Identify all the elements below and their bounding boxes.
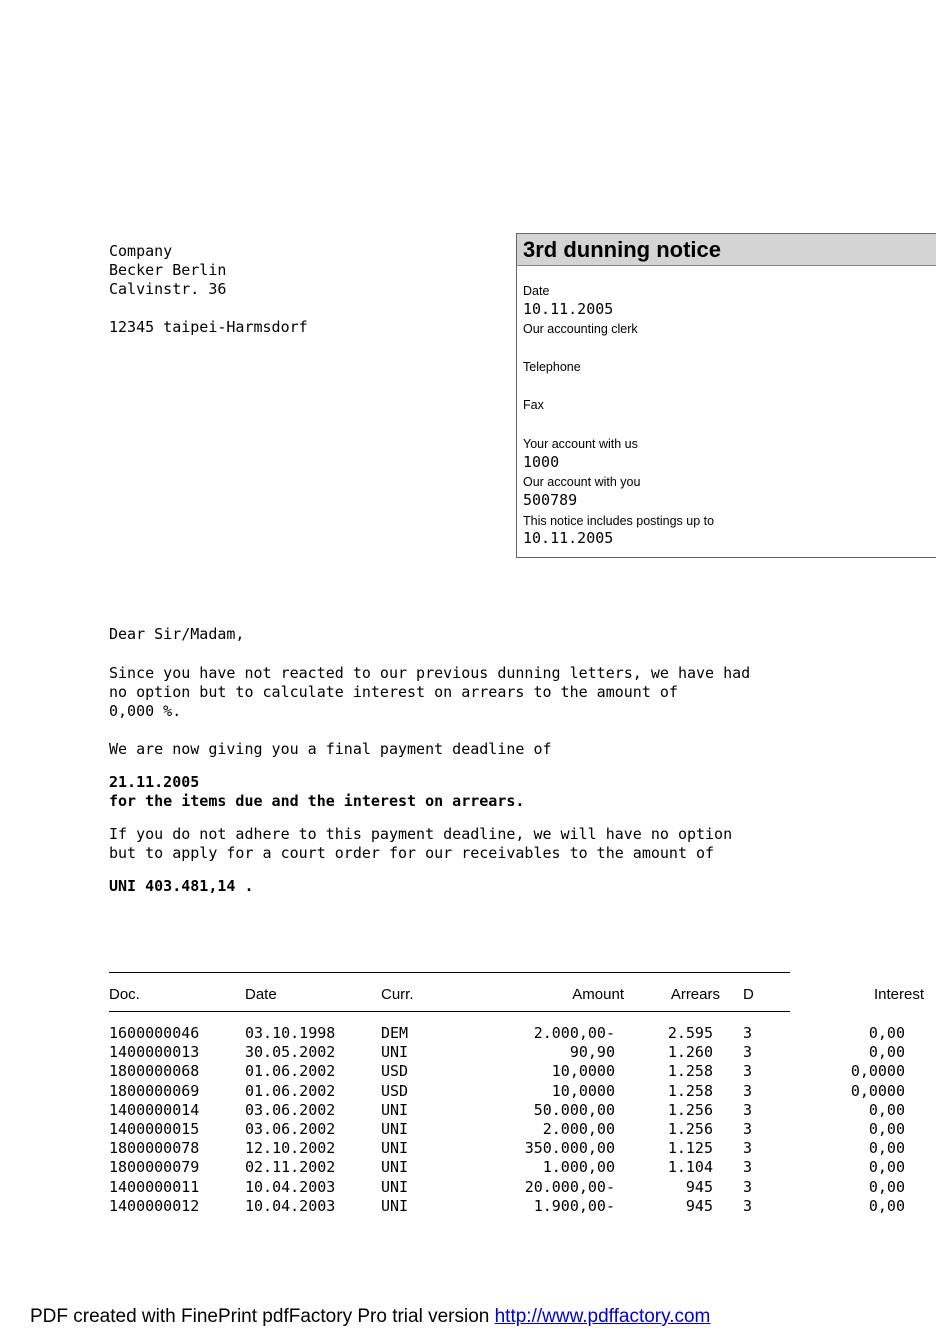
cell-date: 03.10.1998 <box>245 1024 336 1042</box>
header-doc: Doc. <box>109 986 140 1003</box>
cell-amount: 1.000,00 <box>542 1158 615 1177</box>
cell-date: 12.10.2002 <box>245 1139 336 1158</box>
our-account-value: 500789 <box>523 491 578 509</box>
cell-amount: 20.000,00- <box>524 1177 615 1196</box>
cell-doc: 1800000068 <box>109 1062 200 1081</box>
header-curr: Curr. <box>381 986 414 1003</box>
cell-d: 3 <box>743 1120 753 1138</box>
cell-curr: UNI <box>381 1196 409 1215</box>
table-row <box>0 1043 950 1062</box>
table-row <box>0 1120 950 1139</box>
cell-doc: 1400000011 <box>109 1177 200 1196</box>
cell-curr: UNI <box>381 1043 409 1062</box>
cell-doc: 1800000079 <box>109 1158 200 1177</box>
header-arrears: Arrears <box>670 986 720 1003</box>
cell-curr: UNI <box>381 1120 409 1138</box>
cell-arrears: 1.125 <box>667 1139 713 1158</box>
cell-doc: 1400000012 <box>109 1196 200 1215</box>
your-account-label: Your account with us <box>523 437 638 451</box>
cell-date: 10.04.2003 <box>245 1196 336 1215</box>
cell-arrears: 1.260 <box>667 1043 713 1062</box>
cell-d: 3 <box>743 1100 753 1119</box>
cell-d: 3 <box>743 1062 753 1081</box>
cell-arrears: 945 <box>685 1177 713 1196</box>
cell-interest: 0,00 <box>868 1177 905 1196</box>
cell-interest: 0,00 <box>868 1158 905 1177</box>
table-row <box>0 1139 950 1158</box>
table-row <box>0 1082 950 1101</box>
cell-doc: 1400000015 <box>109 1120 200 1138</box>
cell-date: 02.11.2002 <box>245 1158 336 1177</box>
table-row <box>0 1178 950 1197</box>
notice-title: 3rd dunning notice <box>517 234 936 266</box>
cell-amount: 350.000,00 <box>524 1139 615 1158</box>
cell-amount: 2.000,00- <box>533 1024 615 1042</box>
cell-curr: USD <box>381 1081 409 1100</box>
cell-doc: 1400000013 <box>109 1043 200 1062</box>
address-line: Company <box>109 242 173 260</box>
cell-arrears: 1.258 <box>667 1081 713 1100</box>
notice-info-box <box>516 233 936 558</box>
table-row <box>0 1158 950 1177</box>
postings-label: This notice includes postings up to <box>523 514 715 528</box>
footer <box>30 1306 710 1328</box>
cell-arrears: 1.256 <box>667 1100 713 1119</box>
cell-d: 3 <box>743 1177 753 1196</box>
cell-amount: 1.900,00- <box>533 1196 615 1215</box>
cell-interest: 0,00 <box>868 1139 905 1158</box>
paragraph-court-order: If you do not adhere to this payment deadline, we will have no option but to apply for a court order for our receivables to the amount of <box>109 825 733 862</box>
salutation: Dear Sir/Madam, <box>109 625 245 643</box>
cell-d: 3 <box>743 1081 753 1100</box>
cell-curr: USD <box>381 1062 409 1081</box>
table-row <box>0 1101 950 1120</box>
cell-date: 01.06.2002 <box>245 1062 336 1081</box>
cell-d: 3 <box>743 1024 753 1042</box>
telephone-label: Telephone <box>523 360 581 374</box>
cell-interest: 0,00 <box>868 1024 905 1042</box>
cell-interest: 0,00 <box>868 1043 905 1062</box>
cell-arrears: 945 <box>685 1196 713 1215</box>
table-header-rule <box>109 1011 790 1012</box>
cell-doc: 1800000078 <box>109 1139 200 1158</box>
table-top-rule <box>109 972 790 973</box>
cell-curr: UNI <box>381 1177 409 1196</box>
cell-interest: 0,00 <box>868 1196 905 1215</box>
cell-interest: 0,00 <box>868 1100 905 1119</box>
cell-arrears: 1.104 <box>667 1158 713 1177</box>
fax-label: Fax <box>523 398 544 412</box>
cell-date: 03.06.2002 <box>245 1100 336 1119</box>
footer-text: PDF created with FinePrint pdfFactory Pro trial version <box>30 1306 495 1327</box>
table-row <box>0 1197 950 1216</box>
address-line: 12345 taipei-Harmsdorf <box>109 318 308 336</box>
cell-amount: 2.000,00 <box>542 1120 615 1138</box>
cell-date: 10.04.2003 <box>245 1177 336 1196</box>
cell-arrears: 1.258 <box>667 1062 713 1081</box>
cell-d: 3 <box>743 1043 753 1062</box>
cell-curr: DEM <box>381 1024 409 1042</box>
header-interest: Interest <box>873 986 924 1003</box>
cell-amount: 10,0000 <box>551 1081 615 1100</box>
cell-date: 01.06.2002 <box>245 1081 336 1100</box>
address-line: Becker Berlin <box>109 261 227 279</box>
cell-interest: 0,0000 <box>850 1062 905 1081</box>
date-label: Date <box>523 284 550 298</box>
cell-d: 3 <box>743 1139 753 1158</box>
cell-interest: 0,0000 <box>850 1081 905 1100</box>
our-account-label: Our account with you <box>523 475 641 489</box>
paragraph-interest: Since you have not reacted to our previous dunning letters, we have had no option but to calculate interest on arrears to the amount of 0,000 %. <box>109 664 751 720</box>
cell-d: 3 <box>743 1196 753 1215</box>
cell-amount: 90,90 <box>569 1043 615 1062</box>
cell-d: 3 <box>743 1158 753 1177</box>
cell-date: 03.06.2002 <box>245 1120 336 1138</box>
cell-arrears: 1.256 <box>667 1120 713 1138</box>
total-amount: UNI 403.481,14 . <box>109 877 254 895</box>
cell-interest: 0,00 <box>868 1120 905 1138</box>
header-d: D <box>743 986 754 1003</box>
cell-amount: 10,0000 <box>551 1062 615 1081</box>
cell-curr: UNI <box>381 1139 409 1158</box>
table-row <box>0 1062 950 1081</box>
paragraph-deadline-intro: We are now giving you a final payment deadline of <box>109 740 552 758</box>
address-line: Calvinstr. 36 <box>109 280 227 298</box>
cell-amount: 50.000,00 <box>533 1100 615 1119</box>
cell-arrears: 2.595 <box>667 1024 713 1042</box>
address-line <box>109 299 308 318</box>
cell-date: 30.05.2002 <box>245 1043 336 1062</box>
footer-link[interactable]: http://www.pdffactory.com <box>494 1306 711 1327</box>
postings-value: 10.11.2005 <box>523 529 614 547</box>
cell-doc: 1400000014 <box>109 1100 200 1119</box>
cell-doc: 1800000069 <box>109 1081 200 1100</box>
your-account-value: 1000 <box>523 453 560 471</box>
deadline-text: 21.11.2005 for the items due and the interest on arrears. <box>109 773 525 810</box>
cell-curr: UNI <box>381 1158 409 1177</box>
header-amount: Amount <box>572 986 624 1003</box>
cell-doc: 1600000046 <box>109 1024 200 1042</box>
header-date: Date <box>245 986 277 1003</box>
clerk-label: Our accounting clerk <box>523 322 638 336</box>
date-value: 10.11.2005 <box>523 300 614 318</box>
cell-curr: UNI <box>381 1100 409 1119</box>
recipient-address <box>109 242 308 337</box>
table-row <box>0 1024 950 1043</box>
